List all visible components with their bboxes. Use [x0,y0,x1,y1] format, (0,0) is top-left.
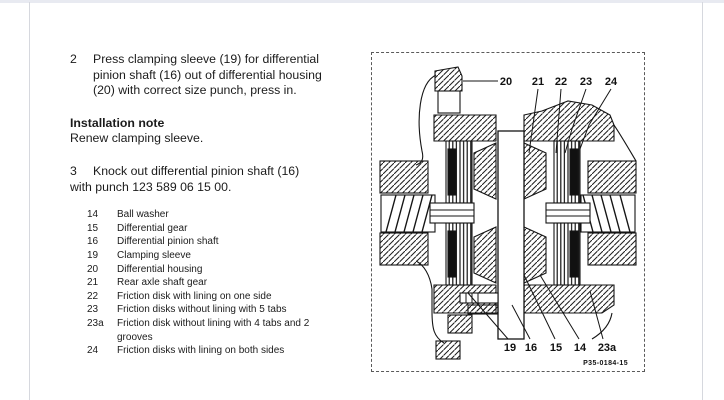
callout-22: 22 [554,76,568,88]
callout-23a: 23a [597,342,617,354]
page-right-edge [702,2,703,400]
parts-list [87,208,350,358]
callout-21: 21 [531,76,545,88]
bearing-left [381,195,435,232]
side-flange-upper-left [380,161,428,193]
parts-list-item: 16 Differential pinion shaft [87,236,219,248]
step-text-line2: with punch 123 589 06 15 00. [70,179,232,194]
callout-15: 15 [549,342,563,354]
parts-list-item: 23a Friction disk without lining with 4 tabs and 2 grooves [87,317,310,343]
parts-list-item: 19 Clamping sleeve [87,249,191,261]
installation-note-title: Installation note [70,115,165,130]
callout-19: 19 [503,342,517,354]
parts-list-item: 15 Differential gear [87,222,188,234]
housing-foot [448,315,472,333]
flange-cap [435,67,462,91]
side-flange-upper-right [588,161,636,193]
step-text: Press clamping sleeve (19) for differential pinion shaft (16) out of differential housing (20) with correct size punch, press in. [93,52,322,98]
step-2 [70,52,350,99]
instruction-column [70,52,350,358]
installation-note-body: Renew clamping sleeve. [70,131,204,146]
parts-diagram-frame [371,52,645,372]
parts-list-item: 21 Rear axle shaft gear [87,277,208,289]
housing-bottom-right [524,285,614,313]
callout-23: 23 [579,76,593,88]
housing-top-left [434,115,496,141]
step-3 [70,164,350,195]
housing-bottom-cap [436,341,460,359]
side-flange-lower-left [380,233,428,265]
installation-note [70,116,350,147]
viewer-top-strip [0,0,724,3]
callout-20: 20 [499,76,513,88]
page-left-edge [29,2,30,400]
differential-cross-section-diagram [372,53,644,371]
step-number: 2 [70,52,77,66]
figure-code: P35-0184-15 [583,360,628,367]
callout-14: 14 [573,342,587,354]
callout-24: 24 [604,76,618,88]
parts-list-item: 22 Friction disk with lining on one side [87,290,272,302]
parts-list-item: 14 Ball washer [87,209,169,221]
pinion-shaft [498,131,524,339]
step-number: 3 [70,163,77,178]
callout-16: 16 [524,342,538,354]
parts-list-item: 20 Differential housing [87,263,203,275]
side-flange-lower-right [588,233,636,265]
parts-list-item: 24 Friction disks with lining on both sides [87,345,285,357]
step-text-line1: Knock out differential pinion shaft (16) [93,163,300,178]
flange-neck [438,91,460,113]
parts-list-item: 23 Friction disks without lining with 5 tabs [87,304,287,316]
